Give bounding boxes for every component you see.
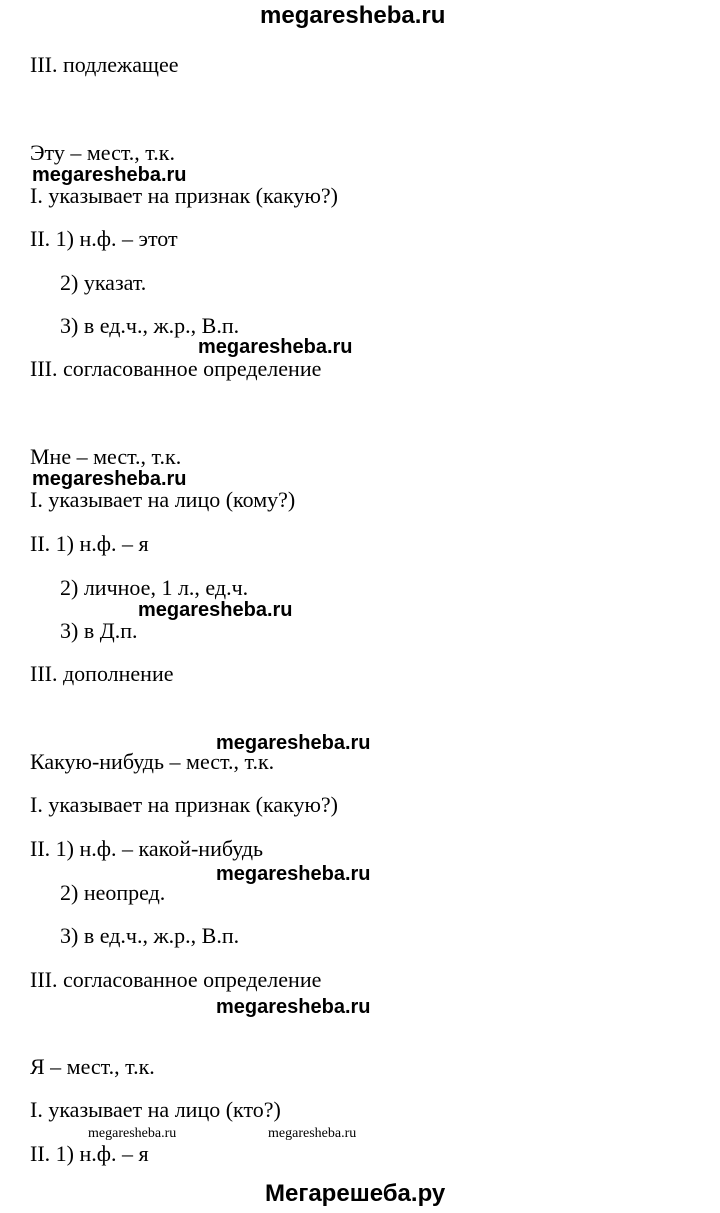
block-line: 3) в Д.п. <box>60 618 138 643</box>
watermark: megaresheba.ru <box>32 468 187 490</box>
block-line: I. указывает на лицо (кто?) <box>30 1097 281 1122</box>
block-line: III. дополнение <box>30 661 174 686</box>
block-line: III. подлежащее <box>30 52 179 77</box>
block-line: II. 1) н.ф. – я <box>30 1141 149 1166</box>
block-heading: Я – мест., т.к. <box>30 1054 155 1079</box>
block-line: 2) личное, 1 л., ед.ч. <box>60 575 249 600</box>
small-watermark: megaresheba.ru <box>88 1126 177 1141</box>
footer-site-name: Мегарешеба.ру <box>265 1180 446 1207</box>
watermark: megaresheba.ru <box>216 996 371 1018</box>
block-line: I. указывает на лицо (кому?) <box>30 487 296 512</box>
small-watermark: megaresheba.ru <box>268 1126 357 1141</box>
watermark: megaresheba.ru <box>138 599 293 621</box>
block-heading: Какую-нибудь – мест., т.к. <box>30 749 275 774</box>
watermark: megaresheba.ru <box>198 336 353 358</box>
block-line: II. 1) н.ф. – какой-нибудь <box>30 836 264 861</box>
watermark: megaresheba.ru <box>32 164 187 186</box>
header-site-watermark: megaresheba.ru <box>260 2 446 29</box>
block-line: III. согласованное определение <box>30 356 322 381</box>
block-line: I. указывает на признак (какую?) <box>30 183 339 208</box>
block-line: II. 1) н.ф. – этот <box>30 226 178 251</box>
block-line: III. согласованное определение <box>30 967 322 992</box>
block-line: 3) в ед.ч., ж.р., В.п. <box>60 923 240 948</box>
block-line: 2) указат. <box>60 270 147 295</box>
block-line: 3) в ед.ч., ж.р., В.п. <box>60 313 240 338</box>
block-heading: Эту – мест., т.к. <box>30 140 175 165</box>
watermark: megaresheba.ru <box>216 863 371 885</box>
block-line: II. 1) н.ф. – я <box>30 531 149 556</box>
block-heading: Мне – мест., т.к. <box>30 444 182 469</box>
block-line: 2) неопред. <box>60 880 166 905</box>
watermark: megaresheba.ru <box>216 732 371 754</box>
block-line: I. указывает на признак (какую?) <box>30 792 339 817</box>
